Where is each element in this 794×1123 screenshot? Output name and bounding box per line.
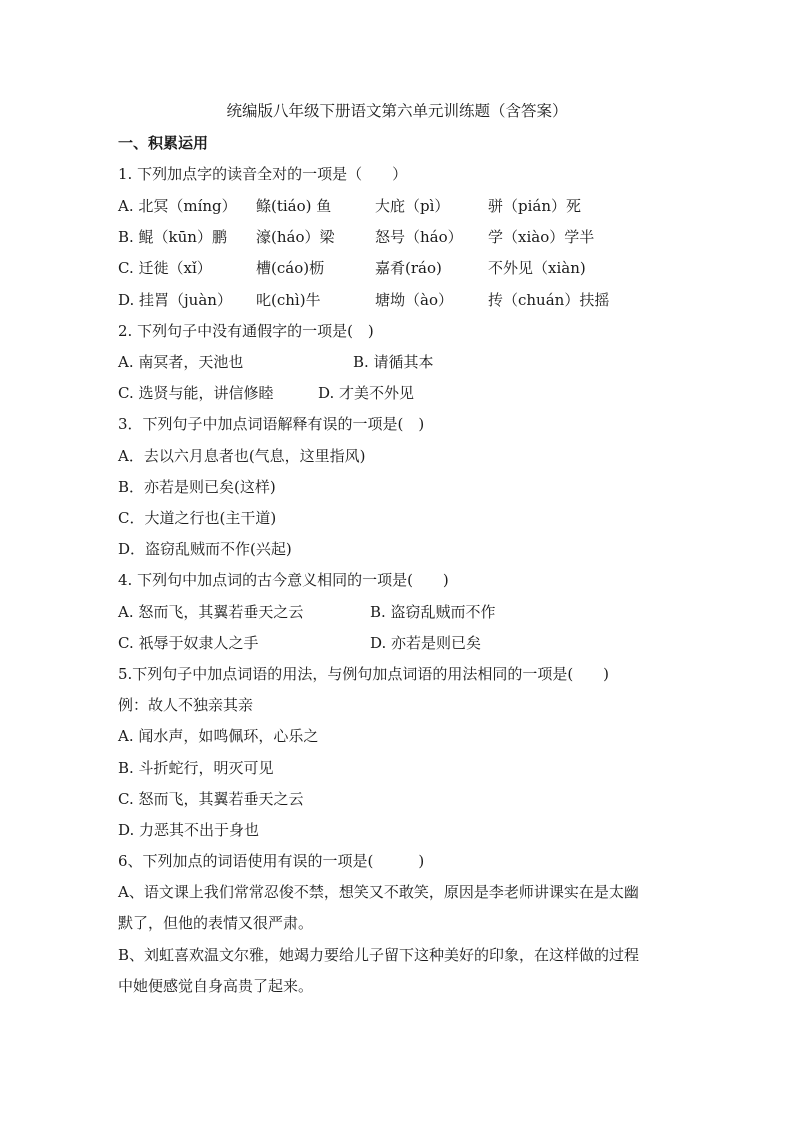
q2-option-d: D. 才美不外见 <box>318 384 415 402</box>
q4-option-a: A. 怒而飞，其翼若垂天之云 <box>118 603 304 621</box>
q5-example: 例：故人不独亲其亲 <box>118 696 254 714</box>
q4-option-b: B. 盗窃乱贼而不作 <box>370 603 496 621</box>
q1-a-part3: 大庇（pì） <box>375 197 450 215</box>
q1-a-part1: A. 北冥（míng） <box>118 197 237 215</box>
q3-option-b: B．亦若是则已矣(这样) <box>118 478 276 496</box>
q4-option-c: C. 祇辱于奴隶人之手 <box>118 634 259 652</box>
q3-option-d: D．盗窃乱贼而不作(兴起) <box>118 540 292 558</box>
question-5-stem: 5.下列句子中加点词语的用法，与例句加点词语的用法相同的一项是( ) <box>118 665 610 683</box>
question-4-row-2 <box>118 632 678 654</box>
q1-c-part2: 槽(cáo)枥 <box>256 259 325 277</box>
section-heading: 一、积累运用 <box>118 134 209 152</box>
q1-d-part1: D. 挂罥（juàn） <box>118 291 232 309</box>
q1-d-part2: 叱(chì)牛 <box>256 291 321 309</box>
q1-c-part4: 不外见（xiàn) <box>488 259 586 277</box>
question-2-row-2 <box>118 382 678 404</box>
question-1-row-d <box>118 289 678 311</box>
q1-a-part2: 鲦(tiáo) 鱼 <box>256 197 332 215</box>
question-4-stem: 4. 下列句中加点词的古今意义相同的一项是( ) <box>118 571 449 589</box>
q3-option-a: A．去以六月息者也(气息，这里指风) <box>118 447 366 465</box>
question-2-row-1 <box>118 351 678 373</box>
page-title: 统编版八年级下册语文第六单元训练题（含答案） <box>226 102 568 120</box>
q6-option-a-line2: 默了，但他的表情又很严肃。 <box>118 914 314 932</box>
q1-b-part2: 濠(háo）梁 <box>256 228 335 246</box>
q1-c-part3: 嘉肴(ráo) <box>375 259 442 277</box>
q4-option-d: D. 亦若是则已矣 <box>370 634 482 652</box>
question-1-row-a <box>118 195 678 217</box>
q1-b-part3: 怒号（háo） <box>375 228 463 246</box>
question-1-row-c <box>118 257 678 279</box>
q1-c-part1: C. 迁徙（xǐ） <box>118 259 212 277</box>
question-2-stem: 2. 下列句子中没有通假字的一项是( ) <box>118 322 374 340</box>
question-6-stem: 6、下列加点的词语使用有误的一项是( ) <box>118 852 425 870</box>
q5-option-b: B. 斗折蛇行，明灭可见 <box>118 759 274 777</box>
question-4-row-1 <box>118 601 678 623</box>
q1-b-part4: 学（xiào）学半 <box>488 228 595 246</box>
q6-option-a-line1: A、语文课上我们常常忍俊不禁，想笑又不敢笑，原因是李老师讲课实在是太幽 <box>118 883 639 901</box>
q6-option-b-line1: B、刘虹喜欢温文尔雅，她竭力要给儿子留下这种美好的印象，在这样做的过程 <box>118 946 640 964</box>
q5-option-d: D. 力恶其不出于身也 <box>118 821 260 839</box>
q1-a-part4: 骈（pián）死 <box>488 197 582 215</box>
q2-option-b: B. 请循其本 <box>353 353 434 371</box>
q1-b-part1: B. 鲲（kūn）鹏 <box>118 228 227 246</box>
q5-option-a: A. 闻水声，如鸣佩环，心乐之 <box>118 727 319 745</box>
q2-option-a: A. 南冥者，天池也 <box>118 353 244 371</box>
q1-d-part4: 抟（chuán）扶摇 <box>488 291 610 309</box>
question-1-row-b <box>118 226 678 248</box>
question-3-stem: 3．下列句子中加点词语解释有误的一项是( ) <box>118 415 425 433</box>
q5-option-c: C. 怒而飞，其翼若垂天之云 <box>118 790 304 808</box>
q1-d-part3: 塘坳（ào） <box>375 291 453 309</box>
question-1-stem: 1. 下列加点字的读音全对的一项是（ ） <box>118 165 408 183</box>
q6-option-b-line2: 中她便感觉自身高贵了起来。 <box>118 977 314 995</box>
q3-option-c: C．大道之行也(主干道) <box>118 509 277 527</box>
q2-option-c: C. 选贤与能，讲信修睦 <box>118 384 274 402</box>
